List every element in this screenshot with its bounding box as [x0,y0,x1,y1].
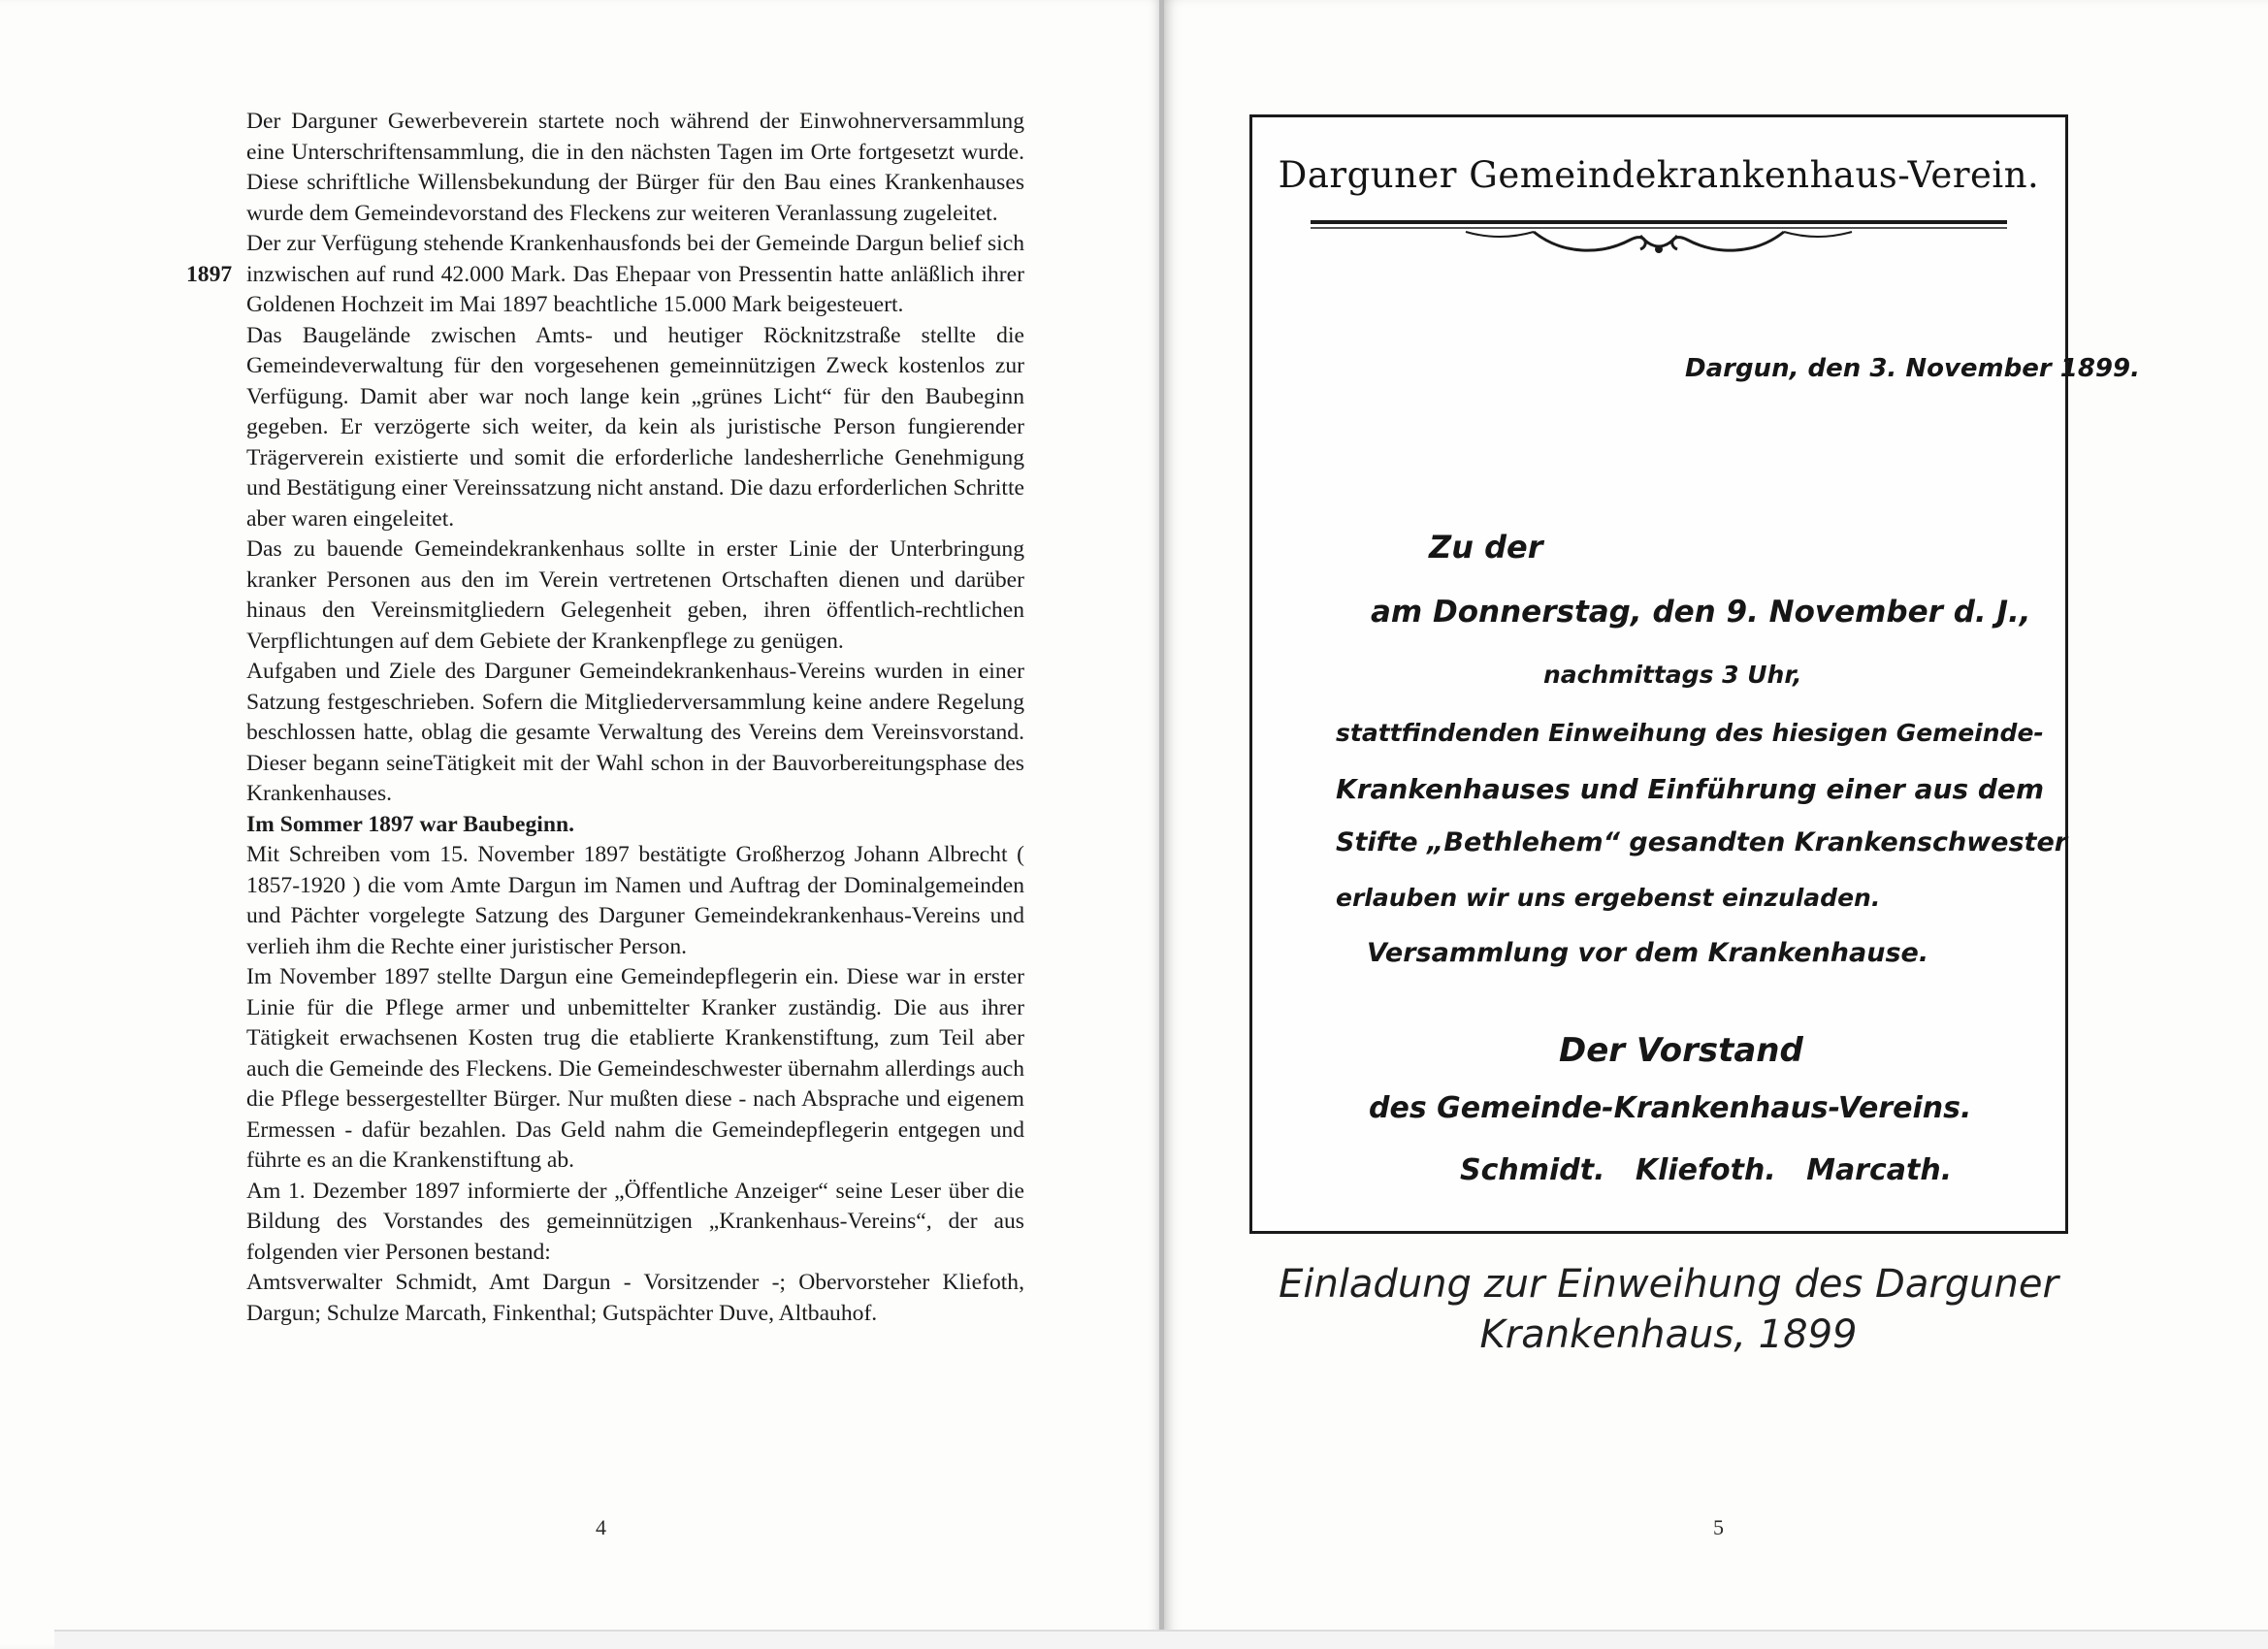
section-heading: Im Sommer 1897 war Baubeginn. [246,811,574,837]
invitation-line: stattfindenden Einweihung des hiesigen Gemeinde- [1336,719,2044,747]
ornament-divider [1311,207,2007,265]
paragraph: Im November 1897 stellte Dargun eine Gemeindepflegerin ein. Diese war in erster Linie für die Pflege armer und unbemittelter Kranker zuständig. Die aus ihrer Tätigkeit erwachsenen Kosten trug die etablierte Krankenstiftung, zum Teil aber auch die Gemeinde des Fleckens. Die Gemeindeschwester übernahm allerdings auch die Pflege bessergestellter Bürger. Nur mußten diese - nach Absprache und eigenem Ermessen - dafür bezahlen. Das Geld nahm die Gemeindepflegerin entgegen und führte es an die Krankenstiftung ab. [246,964,1024,1173]
image-caption-line-1: Einladung zur Einweihung des Darguner [1279,1262,2058,1307]
paragraph: Das zu bauende Gemeindekrankenhaus sollte in erster Linie der Unterbringung kranker Personen aus den im Verein vertretenen Ortschaften dienen und darüber hinaus den Vereinsmitgliedern Gelegenheit geben, ihren öffentlich-rechtlichen Verpflichtungen auf dem Gebiete der Krankenpflege zu genügen. [246,536,1024,654]
page-number: 4 [596,1515,606,1539]
paragraph: Aufgaben und Ziele des Darguner Gemeindekrankenhaus-Vereins wurden in einer Satzung festgeschrieben. Sofern die Mitgliederversammlung keine andere Regelung beschlossen hatte, oblag die gesamte Verwaltung des Vereins dem Vereinsvorstand. Dieser begann seineTätigkeit mit der Wahl schon in der Bauvorbereitungsphase des Krankenhauses. [246,659,1024,806]
left-page-text [246,107,1024,1329]
paragraph: Mit Schreiben vom 15. November 1897 bestätigte Großherzog Johann Albrecht ( 1857-1920 ) die vom Amte Dargun im Namen und Auftrag der Dominalgemeinden und Pächter vorgelegte Satzung des Darguner Gemeindekrankenhaus-Vereins und verlieh ihm die Rechte einer juristischer Person. [246,842,1024,959]
paragraph: Der zur Verfügung stehende Krankenhausfonds bei der Gemeinde Dargun belief sich inzwischen auf rund 42.000 Mark. Das Ehepaar von Pressentin hatte anläßlich ihrer Goldenen Hochzeit im Mai 1897 beachtliche 15.000 Mark beigesteuert. [246,231,1024,317]
bottom-book-edge [54,1630,2268,1649]
invitation-heading: Darguner Gemeindekrankenhaus-Verein. [1278,154,2040,196]
image-caption-line-2: Krankenhaus, 1899 [1479,1312,1858,1357]
paragraph: Am 1. Dezember 1897 informierte der „Öffentliche Anzeiger“ seine Leser über die Bildung des Vorstandes des gemeinnützigen „Krankenhaus-Vereins“, der aus folgenden vier Personen bestand: [246,1178,1024,1265]
paragraph: Der Darguner Gewerbeverein startete noch während der Einwohnerversammlung eine Unterschriftensammlung, die in den nächsten Tagen im Orte fortgesetzt wurde. Diese schriftliche Willensbekundung der Bürger für den Bau eines Krankenhauses wurde dem Gemeindevorstand des Fleckens zur weiteren Veranlassung zugeleitet. [246,109,1024,226]
invitation-date-line: Dargun, den 3. November 1899. [1685,354,2140,383]
invitation-card [1249,114,2140,1234]
invitation-line: erlauben wir uns ergebenst einzuladen. [1336,884,1881,912]
invitation-signatures: Schmidt. Kliefoth. Marcath. [1460,1153,1953,1187]
invitation-line: nachmittags 3 Uhr, [1543,661,1802,689]
invitation-line: Stifte „Bethlehem“ gesandten Krankenschwester [1336,827,2068,857]
invitation-signature-heading: Der Vorstand [1559,1031,1803,1070]
margin-year-label: 1897 [186,262,233,287]
invitation-line: am Donnerstag, den 9. November d. J., [1371,595,2031,630]
invitation-line: Krankenhauses und Einführung einer aus dem [1336,773,2045,805]
invitation-line: Zu der [1429,529,1543,566]
paragraph: Amtsverwalter Schmidt, Amt Dargun - Vorsitzender -; Obervorsteher Kliefoth, Dargun; Schulze Marcath, Finkenthal; Gutspächter Duve, Altbauhof. [246,1270,1024,1326]
page-number: 5 [1713,1515,1724,1539]
paragraph: Das Baugelände zwischen Amts- und heutiger Röcknitzstraße stellte die Gemeindeverwaltung für den vorgesehenen gemeinnützigen Zweck kostenlos zur Verfügung. Damit aber war noch lange kein „grünes Licht“ für den Baubeginn gegeben. Er verzögerte sich weiter, da kein als juristische Person fungierender Trägerverein existierte und somit die erforderliche landesherrliche Genehmigung und Bestätigung einer Vereinssatzung nicht anstand. Die dazu erforderlichen Schritte aber waren eingeleitet. [246,322,1024,532]
invitation-line: Versammlung vor dem Krankenhause. [1367,938,1929,968]
invitation-line: des Gemeinde-Krankenhaus-Vereins. [1369,1091,1972,1125]
